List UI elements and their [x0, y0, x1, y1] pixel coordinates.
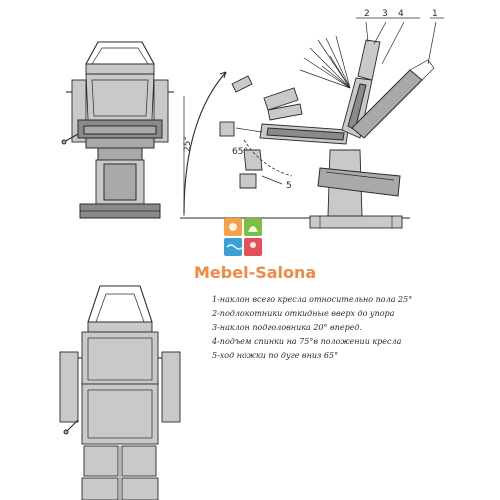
side-view: [180, 18, 444, 228]
callout-1: 1: [432, 9, 438, 19]
front-headrest: [86, 42, 154, 64]
callout-5: 5: [286, 181, 292, 191]
note-4: 4-подъем спинки на 75°в положении кресла: [212, 337, 402, 346]
watermark-text: Mebel-Salona: [194, 263, 317, 282]
top-armrest-right: [162, 352, 180, 422]
front-backrest: [86, 74, 154, 120]
watermark-logo: [224, 218, 262, 256]
side-headrest: [358, 40, 380, 80]
note-1: 1-наклон всего кресла относительно пола 25°: [212, 295, 413, 304]
front-seat-base: [86, 138, 154, 148]
callout-2: 2: [364, 9, 370, 19]
top-footrest-left: [82, 478, 118, 500]
note-3: 3-наклон подголовника 20° вперед.: [212, 323, 363, 332]
top-view: [60, 286, 180, 500]
top-footrest-right: [122, 478, 158, 500]
top-seat: [82, 384, 158, 444]
front-view: [62, 42, 174, 218]
front-column-top: [98, 148, 142, 160]
note-2: 2-подлокотники откидные вверх до упора: [212, 309, 395, 318]
note-5: 5-ход ножки по дуге вниз 65°: [212, 351, 339, 360]
top-backrest: [82, 332, 158, 384]
top-legrest-right: [122, 446, 156, 476]
angle-tilt-label: 25°: [183, 136, 193, 152]
callout-3: 3: [382, 9, 388, 19]
logo-tile-wave: [224, 238, 242, 256]
callout-4: 4: [398, 9, 404, 19]
side-foot-block: [220, 122, 234, 136]
angle-footrest-label: 65°: [232, 147, 248, 157]
notes-block: [211, 295, 412, 360]
side-base: [310, 216, 402, 228]
front-headrest-band: [86, 64, 154, 74]
top-legrest-left: [84, 446, 118, 476]
top-armrest-left: [60, 352, 78, 422]
